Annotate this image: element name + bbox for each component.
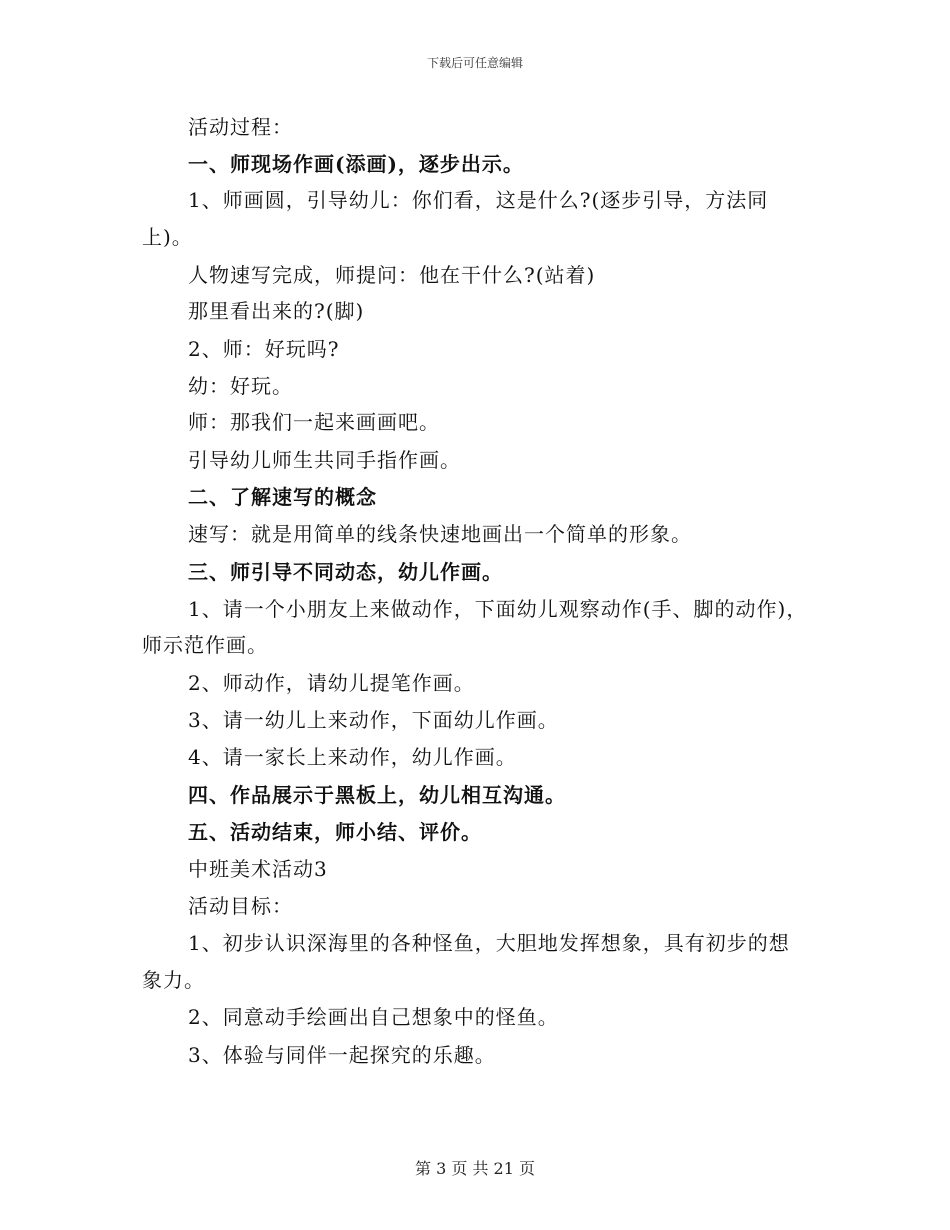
paragraph-line: 幼：好玩。 (188, 374, 293, 398)
paragraph-line: 活动过程： (188, 115, 293, 139)
section-heading: 四、作品展示于黑板上，幼儿相互沟通。 (188, 783, 566, 807)
section-heading: 一、师现场作画(添画)，逐步出示。 (188, 152, 524, 176)
paragraph-line: 中班美术活动3 (188, 857, 328, 881)
section-heading: 三、师引导不同动态，幼儿作画。 (188, 560, 503, 584)
paragraph-line: 师示范作画。 (142, 633, 268, 657)
paragraph-line: 那里看出来的?(脚) (188, 299, 365, 323)
paragraph-line: 1、请一个小朋友上来做动作，下面幼儿观察动作(手、脚的动作)， (188, 597, 808, 621)
paragraph-line: 师：那我们一起来画画吧。 (188, 410, 440, 434)
section-heading: 二、了解速写的概念 (188, 485, 377, 509)
paragraph-line: 活动目标： (188, 894, 293, 918)
paragraph-line: 2、师：好玩吗? (188, 337, 340, 361)
paragraph-line: 速写：就是用简单的线条快速地画出一个简单的形象。 (188, 522, 692, 546)
page-header: 下载后可任意编辑 (426, 56, 523, 70)
paragraph-line: 1、初步认识深海里的各种怪鱼，大胆地发挥想象，具有初步的想 (188, 931, 790, 955)
section-heading: 五、活动结束，师小结、评价。 (188, 820, 482, 844)
paragraph-line: 1、师画圆，引导幼儿：你们看，这是什么?(逐步引导，方法同 (188, 188, 769, 212)
paragraph-line: 象力。 (142, 968, 205, 992)
paragraph-line: 2、同意动手绘画出自己想象中的怪鱼。 (188, 1005, 559, 1029)
paragraph-line: 4、请一家长上来动作，幼儿作画。 (188, 745, 517, 769)
page-footer: 第 3 页 共 21 页 (415, 1159, 535, 1178)
paragraph-line: 3、请一幼儿上来动作，下面幼儿作画。 (188, 708, 559, 732)
paragraph-line: 上)。 (142, 225, 193, 249)
paragraph-line: 2、师动作，请幼儿提笔作画。 (188, 671, 475, 695)
paragraph-line: 3、体验与同伴一起探究的乐趣。 (188, 1043, 496, 1067)
paragraph-line: 人物速写完成，师提问：他在干什么?(站着) (188, 263, 596, 287)
paragraph-line: 引导幼儿师生共同手指作画。 (188, 448, 461, 472)
